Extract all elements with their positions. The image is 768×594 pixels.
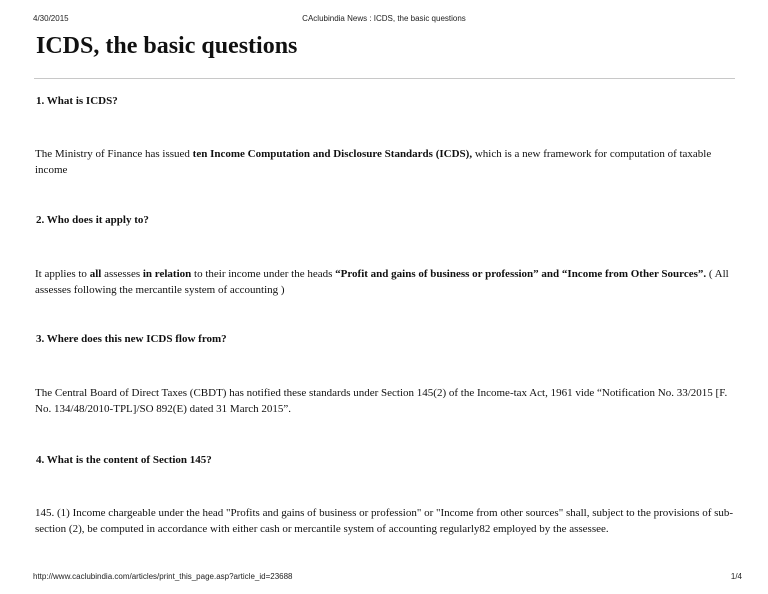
question-2: 2. Who does it apply to?	[36, 214, 149, 226]
question-1: 1. What is ICDS?	[36, 95, 118, 107]
print-date: 4/30/2015	[33, 14, 69, 23]
print-footer-url: http://www.caclubindia.com/articles/print_this_page.asp?article_id=23688	[33, 572, 293, 581]
answer-1	[35, 146, 735, 178]
answer-2	[35, 266, 735, 298]
answer-2-text: ( All assesses following the mercantile system of accounting )	[35, 268, 729, 296]
page-number: 1/4	[730, 572, 742, 581]
answer-2-text: to their income under the heads	[191, 268, 336, 280]
answer-1-text: The Ministry of Finance has issued	[35, 148, 193, 160]
title-divider	[34, 78, 735, 79]
answer-2-emphasis: in relation	[142, 268, 192, 280]
question-3: 3. Where does this new ICDS flow from?	[36, 333, 227, 345]
answer-3: The Central Board of Direct Taxes (CBDT) has notified these standards under Section 145(2) of the Income-tax Act, 1961 vide “Notification No. 33/2015 [F. No. 134/48/2010-TPL]/SO 892(E) dated 31 March 2015”.	[35, 387, 728, 415]
answer-1-emphasis: ten Income Computation and Disclosure Standards (ICDS),	[192, 148, 473, 160]
answer-2-emphasis: all	[89, 268, 102, 280]
answer-4: 145. (1) Income chargeable under the head "Profits and gains of business or profession" or "Income from other sources" shall, subject to the provisions of sub-section (2), be computed in accordance with either cash or mercantile system of accounting regularly82 employed by the assessee.	[35, 507, 734, 535]
answer-2-text: It applies to	[35, 268, 90, 280]
answer-1-text: which is a new framework for computation of taxable income	[35, 148, 712, 176]
question-4: 4. What is the content of Section 145?	[36, 454, 212, 466]
article-title: ICDS, the basic questions	[36, 33, 298, 59]
answer-2-emphasis: “Profit and gains of business or profession” and “Income from Other Sources”.	[335, 268, 707, 280]
print-header-title: CAclubindia News : ICDS, the basic questions	[302, 14, 466, 23]
answer-2-text: assesses	[101, 268, 143, 280]
